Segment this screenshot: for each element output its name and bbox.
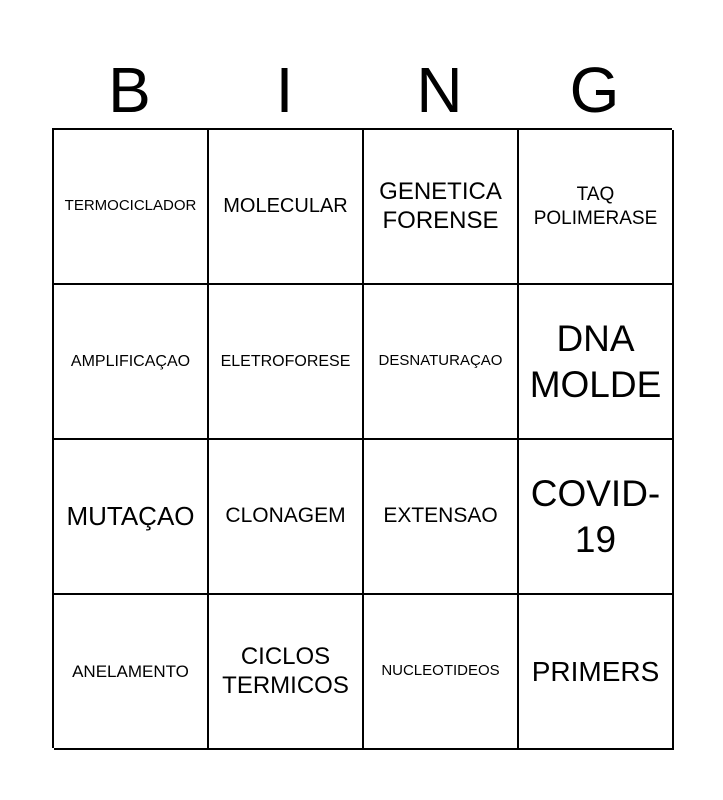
cell-label: MUTAÇAO (66, 500, 195, 531)
cell-label: TAQ POLIMERASE (533, 183, 658, 229)
cell-label: CLONAGEM (225, 504, 346, 528)
cell-label: TERMOCICLADOR (64, 197, 197, 215)
bingo-cell[interactable] (54, 440, 209, 595)
cell-label: MOLECULAR (223, 195, 348, 217)
bingo-cell[interactable] (519, 285, 674, 440)
cell-label: NUCLEOTIDEOS (381, 662, 500, 680)
bingo-cell[interactable] (209, 130, 364, 285)
bingo-cell[interactable] (209, 285, 364, 440)
cell-label: GENETICA FORENSE (379, 177, 502, 234)
header-letter-i: I (275, 54, 294, 126)
bingo-cell[interactable] (364, 595, 519, 750)
bingo-cell[interactable] (364, 285, 519, 440)
header-letter-n: N (416, 54, 463, 126)
header-letter-g: G (569, 54, 620, 126)
cell-label: EXTENSAO (383, 504, 498, 528)
bingo-cell[interactable] (54, 595, 209, 750)
bingo-cell[interactable] (364, 440, 519, 595)
bingo-header (52, 52, 672, 128)
cell-label: CICLOS TERMICOS (222, 642, 349, 699)
bingo-cell[interactable] (209, 440, 364, 595)
cell-label: COVID-19 (530, 473, 661, 560)
cell-label: ANELAMENTO (72, 661, 189, 681)
bingo-cell[interactable] (519, 595, 674, 750)
header-letter-b: B (108, 54, 151, 126)
cell-label: DNA MOLDE (529, 318, 662, 405)
bingo-cell[interactable] (364, 130, 519, 285)
bingo-cell[interactable] (54, 130, 209, 285)
cell-label: ELETROFORESE (220, 352, 351, 370)
bingo-cell[interactable] (519, 130, 674, 285)
bingo-cell[interactable] (209, 595, 364, 750)
cell-label: PRIMERS (531, 655, 660, 687)
bingo-card (52, 128, 672, 748)
bingo-cell[interactable] (54, 285, 209, 440)
cell-label: DESNATURAÇAO (378, 352, 503, 370)
bingo-cell[interactable] (519, 440, 674, 595)
cell-label: AMPLIFICAÇAO (70, 352, 191, 370)
